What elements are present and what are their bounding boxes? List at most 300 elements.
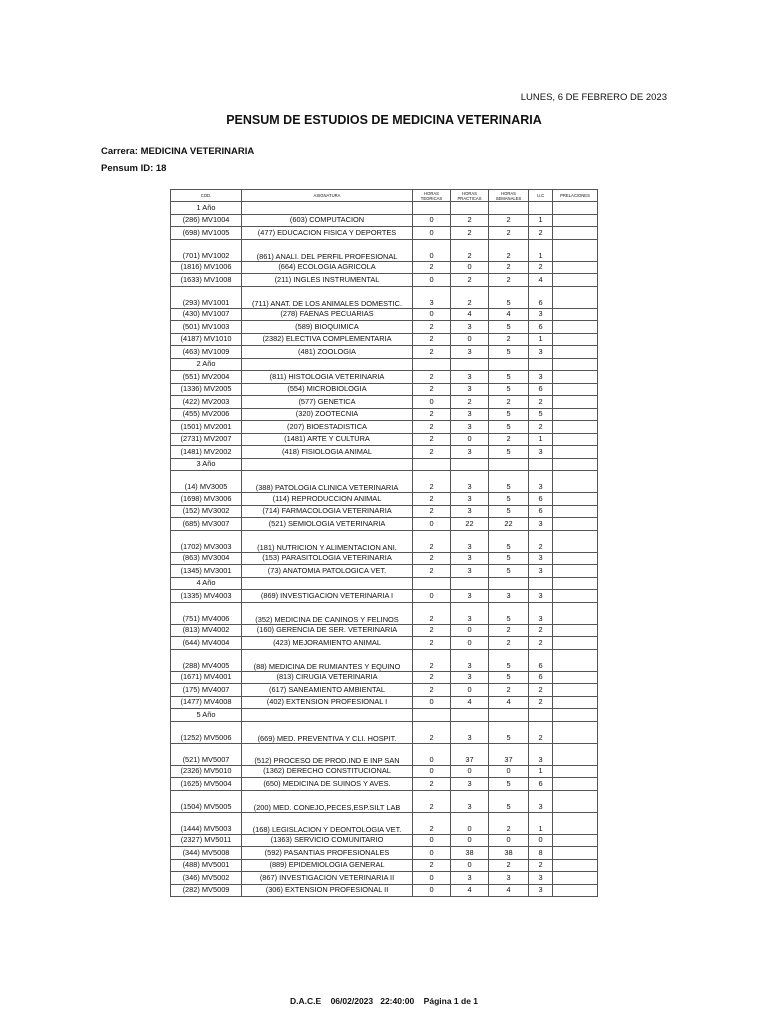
uc-cell: 2 — [529, 721, 553, 743]
asignatura-cell: (861) ANALI. DEL PERFIL PROFESIONAL — [242, 239, 413, 261]
cod-cell: (2731) MV2007 — [171, 433, 242, 446]
cod-cell: (501) MV1003 — [171, 321, 242, 334]
prelaciones-cell — [553, 721, 598, 743]
cod-cell: (751) MV4006 — [171, 602, 242, 624]
horas-practicas-cell: 3 — [451, 321, 489, 334]
table-row — [171, 765, 598, 778]
horas-teoricas-cell: 2 — [413, 812, 451, 834]
table-row — [171, 321, 598, 334]
horas-practicas-cell: 3 — [451, 671, 489, 684]
asignatura-cell: (521) SEMIOLOGIA VETERINARIA — [242, 518, 413, 531]
prelaciones-cell — [553, 565, 598, 578]
uc-cell: 6 — [529, 493, 553, 506]
table-row — [171, 408, 598, 421]
horas-teoricas-cell: 0 — [413, 765, 451, 778]
table-row — [171, 790, 598, 812]
asignatura-cell: (73) ANATOMIA PATOLOGICA VET. — [242, 565, 413, 578]
horas-teoricas-cell: 2 — [413, 408, 451, 421]
horas-practicas-cell: 0 — [451, 333, 489, 346]
uc-cell: 1 — [529, 214, 553, 227]
uc-cell: 3 — [529, 471, 553, 493]
horas-practicas-cell: 0 — [451, 834, 489, 847]
horas-teoricas-cell: 0 — [413, 227, 451, 240]
asignatura-cell: (813) CIRUGIA VETERINARIA — [242, 671, 413, 684]
empty-cell — [242, 577, 413, 590]
prelaciones-cell — [553, 505, 598, 518]
horas-practicas-cell: 38 — [451, 847, 489, 860]
cod-cell: (644) MV4004 — [171, 637, 242, 650]
empty-cell — [489, 458, 529, 471]
empty-cell — [242, 709, 413, 722]
uc-cell: 2 — [529, 696, 553, 709]
asignatura-cell: (200) MED. CONEJO,PECES,ESP.SILT LAB — [242, 790, 413, 812]
cod-cell: (1816) MV1006 — [171, 261, 242, 274]
cod-cell: (1698) MV3006 — [171, 493, 242, 506]
horas-practicas-cell: 4 — [451, 884, 489, 897]
horas-teoricas-cell: 2 — [413, 383, 451, 396]
asignatura-cell: (664) ECOLOGIA AGRICOLA — [242, 261, 413, 274]
prelaciones-cell — [553, 590, 598, 603]
horas-practicas-cell: 3 — [451, 602, 489, 624]
empty-cell — [553, 709, 598, 722]
uc-cell: 6 — [529, 321, 553, 334]
prelaciones-cell — [553, 884, 598, 897]
horas-semanales-cell: 5 — [489, 671, 529, 684]
prelaciones-cell — [553, 602, 598, 624]
horas-practicas-cell: 0 — [451, 624, 489, 637]
cod-cell: (685) MV3007 — [171, 518, 242, 531]
uc-cell: 2 — [529, 859, 553, 872]
table-row — [171, 214, 598, 227]
table-row — [171, 227, 598, 240]
cod-cell: (1501) MV2001 — [171, 421, 242, 434]
empty-cell — [451, 202, 489, 215]
uc-cell: 2 — [529, 624, 553, 637]
horas-semanales-cell: 22 — [489, 518, 529, 531]
horas-practicas-cell: 3 — [451, 383, 489, 396]
prelaciones-cell — [553, 847, 598, 860]
year-row — [171, 202, 598, 215]
horas-semanales-cell: 5 — [489, 721, 529, 743]
empty-cell — [553, 202, 598, 215]
asignatura-cell: (88) MEDICINA DE RUMIANTES Y EQUINO — [242, 649, 413, 671]
uc-cell: 6 — [529, 286, 553, 308]
cod-cell: (463) MV1009 — [171, 346, 242, 359]
horas-practicas-cell: 2 — [451, 214, 489, 227]
year-label: 5 Año — [171, 709, 242, 722]
empty-cell — [529, 358, 553, 371]
horas-practicas-cell: 3 — [451, 421, 489, 434]
prelaciones-cell — [553, 696, 598, 709]
table-row — [171, 421, 598, 434]
asignatura-cell: (1363) SERVICIO COMUNITARIO — [242, 834, 413, 847]
cod-cell: (282) MV5009 — [171, 884, 242, 897]
asignatura-cell: (554) MICROBIOLOGIA — [242, 383, 413, 396]
empty-cell — [451, 577, 489, 590]
horas-practicas-cell: 2 — [451, 274, 489, 287]
uc-cell: 2 — [529, 684, 553, 697]
empty-cell — [489, 202, 529, 215]
table-row — [171, 383, 598, 396]
horas-practicas-cell: 3 — [451, 721, 489, 743]
empty-cell — [451, 358, 489, 371]
table-row — [171, 696, 598, 709]
prelaciones-cell — [553, 859, 598, 872]
horas-semanales-cell: 2 — [489, 396, 529, 409]
year-label: 2 Año — [171, 358, 242, 371]
asignatura-cell: (481) ZOOLOGIA — [242, 346, 413, 359]
asignatura-cell: (512) PROCESO DE PROD.IND E INP SAN — [242, 743, 413, 765]
prelaciones-cell — [553, 239, 598, 261]
asignatura-cell: (181) NUTRICION Y ALIMENTACION ANI. — [242, 530, 413, 552]
empty-cell — [553, 458, 598, 471]
horas-teoricas-cell: 0 — [413, 872, 451, 885]
table-row — [171, 590, 598, 603]
empty-cell — [413, 458, 451, 471]
horas-practicas-cell: 2 — [451, 239, 489, 261]
empty-cell — [242, 458, 413, 471]
asignatura-cell: (423) MEJORAMIENTO ANIMAL — [242, 637, 413, 650]
uc-cell: 1 — [529, 333, 553, 346]
pensum-id-label: Pensum ID: 18 — [101, 163, 167, 174]
asignatura-cell: (388) PATOLOGIA CLINICA VETERINARIA — [242, 471, 413, 493]
uc-cell: 6 — [529, 383, 553, 396]
horas-practicas-cell: 3 — [451, 872, 489, 885]
horas-practicas-cell: 3 — [451, 552, 489, 565]
horas-practicas-cell: 2 — [451, 227, 489, 240]
horas-teoricas-cell: 2 — [413, 321, 451, 334]
table-row — [171, 518, 598, 531]
horas-semanales-cell: 5 — [489, 602, 529, 624]
horas-semanales-cell: 5 — [489, 505, 529, 518]
prelaciones-cell — [553, 396, 598, 409]
table-row — [171, 471, 598, 493]
prelaciones-cell — [553, 383, 598, 396]
asignatura-cell: (889) EPIDEMIOLOGIA GENERAL — [242, 859, 413, 872]
prelaciones-cell — [553, 433, 598, 446]
horas-teoricas-cell: 0 — [413, 743, 451, 765]
horas-semanales-cell: 2 — [489, 261, 529, 274]
year-label: 4 Año — [171, 577, 242, 590]
empty-cell — [242, 358, 413, 371]
prelaciones-cell — [553, 872, 598, 885]
prelaciones-cell — [553, 552, 598, 565]
page-title: PENSUM DE ESTUDIOS DE MEDICINA VETERINARIA — [226, 113, 542, 127]
horas-teoricas-cell: 2 — [413, 333, 451, 346]
prelaciones-cell — [553, 649, 598, 671]
horas-semanales-cell: 5 — [489, 649, 529, 671]
table-row — [171, 552, 598, 565]
prelaciones-cell — [553, 765, 598, 778]
horas-semanales-cell: 5 — [489, 790, 529, 812]
horas-practicas-cell: 3 — [451, 565, 489, 578]
table-row — [171, 649, 598, 671]
asignatura-cell: (577) GENETICA — [242, 396, 413, 409]
horas-semanales-cell: 5 — [489, 408, 529, 421]
pensum-table — [170, 189, 598, 897]
horas-semanales-cell: 5 — [489, 346, 529, 359]
asignatura-cell: (1481) ARTE Y CULTURA — [242, 433, 413, 446]
cod-cell: (698) MV1005 — [171, 227, 242, 240]
horas-semanales-cell: 2 — [489, 812, 529, 834]
cod-cell: (1671) MV4001 — [171, 671, 242, 684]
asignatura-cell: (320) ZOOTECNIA — [242, 408, 413, 421]
horas-semanales-cell: 2 — [489, 637, 529, 650]
horas-semanales-cell: 2 — [489, 859, 529, 872]
asignatura-cell: (2382) ELECTIVA COMPLEMENTARIA — [242, 333, 413, 346]
uc-cell: 2 — [529, 261, 553, 274]
prelaciones-cell — [553, 421, 598, 434]
uc-cell: 3 — [529, 590, 553, 603]
asignatura-cell: (278) FAENAS PECUARIAS — [242, 308, 413, 321]
horas-practicas-cell: 4 — [451, 308, 489, 321]
table-row — [171, 624, 598, 637]
horas-semanales-cell: 5 — [489, 286, 529, 308]
asignatura-cell: (207) BIOESTADISTICA — [242, 421, 413, 434]
horas-semanales-cell: 2 — [489, 684, 529, 697]
cod-cell: (455) MV2006 — [171, 408, 242, 421]
horas-teoricas-cell: 2 — [413, 471, 451, 493]
table-row — [171, 505, 598, 518]
asignatura-cell: (592) PASANTIAS PROFESIONALES — [242, 847, 413, 860]
horas-practicas-cell: 0 — [451, 765, 489, 778]
uc-cell: 3 — [529, 308, 553, 321]
horas-practicas-cell: 0 — [451, 812, 489, 834]
prelaciones-cell — [553, 446, 598, 459]
col-header: HORAS SEMANALES — [489, 190, 529, 202]
horas-teoricas-cell: 0 — [413, 239, 451, 261]
horas-semanales-cell: 38 — [489, 847, 529, 860]
cod-cell: (551) MV2004 — [171, 371, 242, 384]
prelaciones-cell — [553, 790, 598, 812]
empty-cell — [413, 202, 451, 215]
empty-cell — [553, 358, 598, 371]
horas-teoricas-cell: 2 — [413, 859, 451, 872]
empty-cell — [489, 358, 529, 371]
uc-cell: 6 — [529, 671, 553, 684]
asignatura-cell: (114) REPRODUCCION ANIMAL — [242, 493, 413, 506]
horas-teoricas-cell: 2 — [413, 565, 451, 578]
horas-teoricas-cell: 0 — [413, 396, 451, 409]
col-header: ASIGNATURA — [242, 190, 413, 202]
cod-cell: (1335) MV4003 — [171, 590, 242, 603]
horas-semanales-cell: 5 — [489, 383, 529, 396]
horas-teoricas-cell: 2 — [413, 261, 451, 274]
cod-cell: (1252) MV5006 — [171, 721, 242, 743]
cod-cell: (521) MV5007 — [171, 743, 242, 765]
cod-cell: (1504) MV5005 — [171, 790, 242, 812]
uc-cell: 1 — [529, 765, 553, 778]
cod-cell: (430) MV1007 — [171, 308, 242, 321]
horas-teoricas-cell: 2 — [413, 721, 451, 743]
horas-semanales-cell: 4 — [489, 696, 529, 709]
horas-practicas-cell: 3 — [451, 649, 489, 671]
horas-teoricas-cell: 2 — [413, 602, 451, 624]
horas-teoricas-cell: 0 — [413, 518, 451, 531]
empty-cell — [529, 577, 553, 590]
horas-teoricas-cell: 2 — [413, 505, 451, 518]
cod-cell: (1633) MV1008 — [171, 274, 242, 287]
asignatura-cell: (714) FARMACOLOGIA VETERINARIA — [242, 505, 413, 518]
prelaciones-cell — [553, 778, 598, 791]
year-label: 1 Año — [171, 202, 242, 215]
horas-practicas-cell: 3 — [451, 590, 489, 603]
table-row — [171, 346, 598, 359]
prelaciones-cell — [553, 624, 598, 637]
asignatura-cell: (603) COMPUTACION — [242, 214, 413, 227]
empty-cell — [529, 202, 553, 215]
table-row — [171, 778, 598, 791]
empty-cell — [489, 577, 529, 590]
horas-teoricas-cell: 2 — [413, 433, 451, 446]
empty-cell — [451, 709, 489, 722]
asignatura-cell: (306) EXTENSION PROFESIONAL II — [242, 884, 413, 897]
table-row — [171, 530, 598, 552]
prelaciones-cell — [553, 684, 598, 697]
table-row — [171, 565, 598, 578]
asignatura-cell: (811) HISTOLOGIA VETERINARIA — [242, 371, 413, 384]
cod-cell: (863) MV3004 — [171, 552, 242, 565]
table-row — [171, 684, 598, 697]
asignatura-cell: (153) PARASITOLOGIA VETERINARIA — [242, 552, 413, 565]
table-row — [171, 602, 598, 624]
uc-cell: 1 — [529, 812, 553, 834]
col-header: COD. — [171, 190, 242, 202]
empty-cell — [451, 458, 489, 471]
empty-cell — [529, 709, 553, 722]
horas-practicas-cell: 0 — [451, 637, 489, 650]
horas-semanales-cell: 2 — [489, 433, 529, 446]
uc-cell: 6 — [529, 649, 553, 671]
horas-teoricas-cell: 3 — [413, 286, 451, 308]
horas-practicas-cell: 3 — [451, 530, 489, 552]
horas-practicas-cell: 37 — [451, 743, 489, 765]
horas-teoricas-cell: 2 — [413, 790, 451, 812]
table-row — [171, 261, 598, 274]
horas-semanales-cell: 2 — [489, 333, 529, 346]
horas-practicas-cell: 3 — [451, 778, 489, 791]
prelaciones-cell — [553, 308, 598, 321]
asignatura-cell: (477) EDUCACION FISICA Y DEPORTES — [242, 227, 413, 240]
horas-semanales-cell: 2 — [489, 239, 529, 261]
horas-semanales-cell: 5 — [489, 321, 529, 334]
table-row — [171, 637, 598, 650]
table-row — [171, 308, 598, 321]
table-row — [171, 743, 598, 765]
horas-teoricas-cell: 2 — [413, 421, 451, 434]
table-row — [171, 371, 598, 384]
horas-teoricas-cell: 0 — [413, 847, 451, 860]
asignatura-cell: (711) ANAT. DE LOS ANIMALES DOMESTIC. — [242, 286, 413, 308]
horas-teoricas-cell: 0 — [413, 274, 451, 287]
cod-cell: (2327) MV5011 — [171, 834, 242, 847]
horas-semanales-cell: 3 — [489, 872, 529, 885]
prelaciones-cell — [553, 227, 598, 240]
uc-cell: 1 — [529, 239, 553, 261]
prelaciones-cell — [553, 321, 598, 334]
asignatura-cell: (669) MED. PREVENTIVA Y CLI. HOSPIT. — [242, 721, 413, 743]
horas-semanales-cell: 0 — [489, 834, 529, 847]
table-row — [171, 274, 598, 287]
uc-cell: 3 — [529, 743, 553, 765]
table-row — [171, 239, 598, 261]
table-row — [171, 884, 598, 897]
prelaciones-cell — [553, 333, 598, 346]
uc-cell: 4 — [529, 274, 553, 287]
horas-teoricas-cell: 2 — [413, 671, 451, 684]
horas-semanales-cell: 5 — [489, 778, 529, 791]
cod-cell: (1477) MV4008 — [171, 696, 242, 709]
carrera-label: Carrera: MEDICINA VETERINARIA — [101, 146, 255, 157]
horas-practicas-cell: 4 — [451, 696, 489, 709]
uc-cell: 3 — [529, 446, 553, 459]
asignatura-cell: (650) MEDICINA DE SUINOS Y AVES. — [242, 778, 413, 791]
cod-cell: (344) MV5008 — [171, 847, 242, 860]
horas-teoricas-cell: 2 — [413, 649, 451, 671]
empty-cell — [489, 709, 529, 722]
horas-semanales-cell: 5 — [489, 371, 529, 384]
year-row — [171, 358, 598, 371]
uc-cell: 2 — [529, 421, 553, 434]
horas-practicas-cell: 0 — [451, 261, 489, 274]
table-row — [171, 812, 598, 834]
uc-cell: 3 — [529, 518, 553, 531]
prelaciones-cell — [553, 274, 598, 287]
horas-practicas-cell: 3 — [451, 493, 489, 506]
horas-semanales-cell: 2 — [489, 274, 529, 287]
empty-cell — [553, 577, 598, 590]
uc-cell: 2 — [529, 637, 553, 650]
horas-semanales-cell: 5 — [489, 565, 529, 578]
horas-practicas-cell: 3 — [451, 471, 489, 493]
table-row — [171, 872, 598, 885]
uc-cell: 6 — [529, 505, 553, 518]
horas-practicas-cell: 3 — [451, 346, 489, 359]
col-header: HORAS TEORICAS — [413, 190, 451, 202]
table-row — [171, 446, 598, 459]
horas-semanales-cell: 2 — [489, 214, 529, 227]
uc-cell: 3 — [529, 371, 553, 384]
uc-cell: 0 — [529, 834, 553, 847]
horas-semanales-cell: 4 — [489, 884, 529, 897]
horas-semanales-cell: 2 — [489, 227, 529, 240]
horas-teoricas-cell: 0 — [413, 696, 451, 709]
prelaciones-cell — [553, 671, 598, 684]
table-row — [171, 433, 598, 446]
horas-practicas-cell: 3 — [451, 371, 489, 384]
horas-practicas-cell: 3 — [451, 505, 489, 518]
uc-cell: 3 — [529, 602, 553, 624]
horas-teoricas-cell: 0 — [413, 884, 451, 897]
prelaciones-cell — [553, 530, 598, 552]
prelaciones-cell — [553, 408, 598, 421]
asignatura-cell: (589) BIOQUIMICA — [242, 321, 413, 334]
prelaciones-cell — [553, 286, 598, 308]
cod-cell: (701) MV1002 — [171, 239, 242, 261]
prelaciones-cell — [553, 493, 598, 506]
asignatura-cell: (211) INGLES INSTRUMENTAL — [242, 274, 413, 287]
table-row — [171, 396, 598, 409]
cod-cell: (1625) MV5004 — [171, 778, 242, 791]
year-row — [171, 709, 598, 722]
horas-semanales-cell: 0 — [489, 765, 529, 778]
cod-cell: (346) MV5002 — [171, 872, 242, 885]
year-row — [171, 577, 598, 590]
empty-cell — [413, 709, 451, 722]
asignatura-cell: (867) INVESTIGACION VETERINARIA II — [242, 872, 413, 885]
cod-cell: (422) MV2003 — [171, 396, 242, 409]
table-row — [171, 847, 598, 860]
